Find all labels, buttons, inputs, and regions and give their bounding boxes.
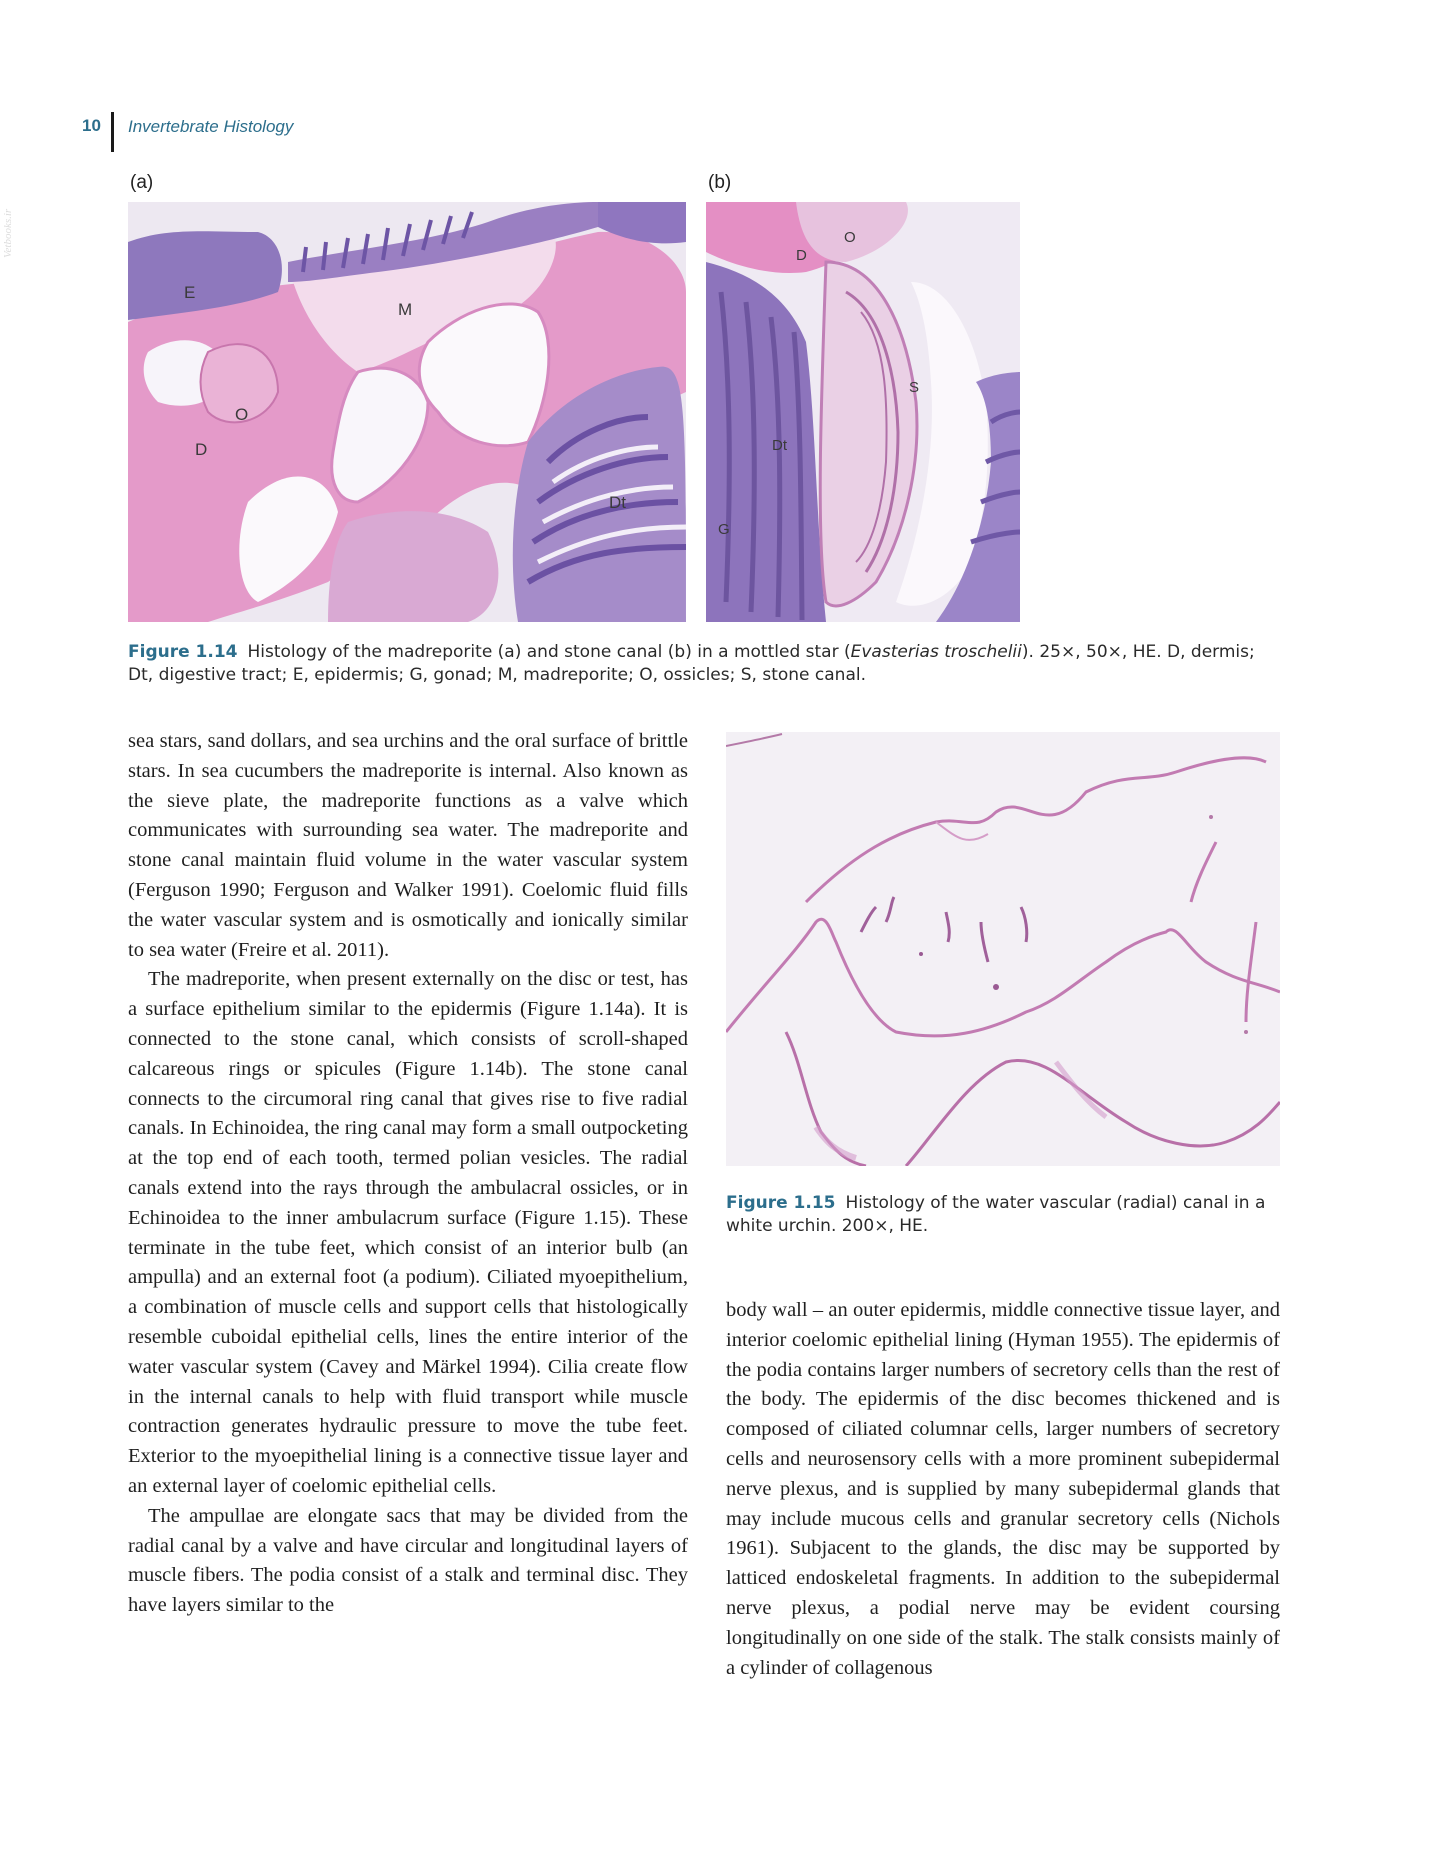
header-divider [111, 112, 114, 152]
running-header [82, 112, 682, 152]
watermark: Vetbooks.ir [2, 208, 14, 258]
figure-1-15-caption [726, 1192, 1280, 1238]
label-a-m: M [398, 300, 413, 319]
panel-b-letter: (b) [708, 172, 732, 193]
micrograph-stone-canal [706, 202, 1020, 622]
body-column-left [128, 727, 688, 1621]
label-b-s: S [909, 379, 920, 396]
figure-1-14-caption-post: ). 25×, 50×, HE. D, dermis; Dt, digestive tract; E, epidermis; G, gonad; M, madreporite; O, ossicles; S, stone canal. [128, 642, 1255, 685]
body-paragraph: body wall – an outer epidermis, middle connective tissue layer, and interior coelomic epithelial lining (Hyman 1955). The epidermis of the podia contains larger numbers of secretory cells than the rest of the body. The epidermis of the disc becomes thickened and is composed of ciliated columnar cells, larger numbers of secretory cells and neurosensory cells with a more prominent subepidermal nerve plexus, and is supplied by many subepidermal glands that may include mucous cells and granular secretory cells (Nichols 1961). Subjacent to the glands, the disc may be supported by latticed endoskeletal fragments. In addition to the subepidermal nerve plexus, a podial nerve may be evident coursing longitudinally on one side of the stalk. The stalk consists mainly of a cylinder of collagenous [726, 1299, 1280, 1679]
figure-1-15-caption-text: Histology of the water vascular (radial) canal in a white urchin. 200×, HE. [726, 1193, 1266, 1236]
body-column-right [726, 1296, 1280, 1683]
species-name: Evasterias troschelii [850, 642, 1022, 662]
label-a-o: O [235, 405, 249, 424]
figure-1-14-caption [128, 641, 1280, 687]
body-paragraph: The ampullae are elongate sacs that may be divided from the radial canal by a valve and have circular and longitudinal layers of muscle fibers. The podia consist of a stalk and terminal disc. They have layers similar to the [128, 1504, 688, 1617]
micrograph-madreporite [128, 202, 686, 622]
label-a-d: D [195, 440, 208, 459]
body-paragraph: The madreporite, when present externally on the disc or test, has a surface epithelium similar to the epidermis (Figure 1.14a). It is connected to the stone canal, which consists of scroll-shaped calcareous rings or spicules (Figure 1.14b). The stone canal connects to the circumoral ring canal that gives rise to five radial canals. In Echinoidea, the ring canal may form a small outpocketing at the top end of each tooth, termed polian vesicles. The radial canals extend into the rays through the ambulacral ossicles, or in Echinoidea to the inner ambulacrum surface (Figure 1.15). These terminate in the tube feet, which consist of an interior bulb (an ampulla) and an external foot (a podium). Ciliated myoepithelium, a combination of muscle cells and support cells that histologically resemble cuboidal epithelial cells, lines the entire interior of the water vascular system (Cavey and Märkel 1994). Cilia create flow in the internal canals to help with fluid transport while muscle contraction generates hydraulic pressure to move the tube feet. Exterior to the myoepithelial lining is a connective tissue layer and an external layer of coelomic epithelial cells. [128, 968, 688, 1497]
figure-1-14-caption-pre: Histology of the madreporite (a) and stone canal (b) in a mottled star ( [247, 642, 851, 662]
page-number: 10 [82, 116, 101, 135]
label-a-dt: Dt [609, 493, 626, 512]
panel-a-letter: (a) [130, 172, 154, 193]
body-paragraph: sea stars, sand dollars, and sea urchins and the oral surface of brittle stars. In sea cucumbers the madreporite is internal. Also known as the sieve plate, the madreporite functions as a valve which communicates with surrounding sea water. The madreporite and stone canal maintain fluid volume in the water vascular system (Ferguson 1990; Ferguson and Walker 1991). Coelomic fluid fills the water vascular system and is osmotically and ionically similar to sea water (Freire et al. 2011). [128, 730, 688, 961]
running-title: Invertebrate Histology [128, 117, 294, 136]
figure-1-15-label: Figure 1.15 [726, 1193, 836, 1213]
label-b-d: D [796, 247, 807, 264]
label-a-e: E [184, 283, 196, 302]
figure-1-14-label: Figure 1.14 [128, 642, 238, 662]
label-b-dt: Dt [772, 437, 787, 454]
micrograph-radial-canal [726, 732, 1280, 1166]
label-b-o: O [844, 229, 856, 246]
label-b-g: G [718, 521, 730, 538]
